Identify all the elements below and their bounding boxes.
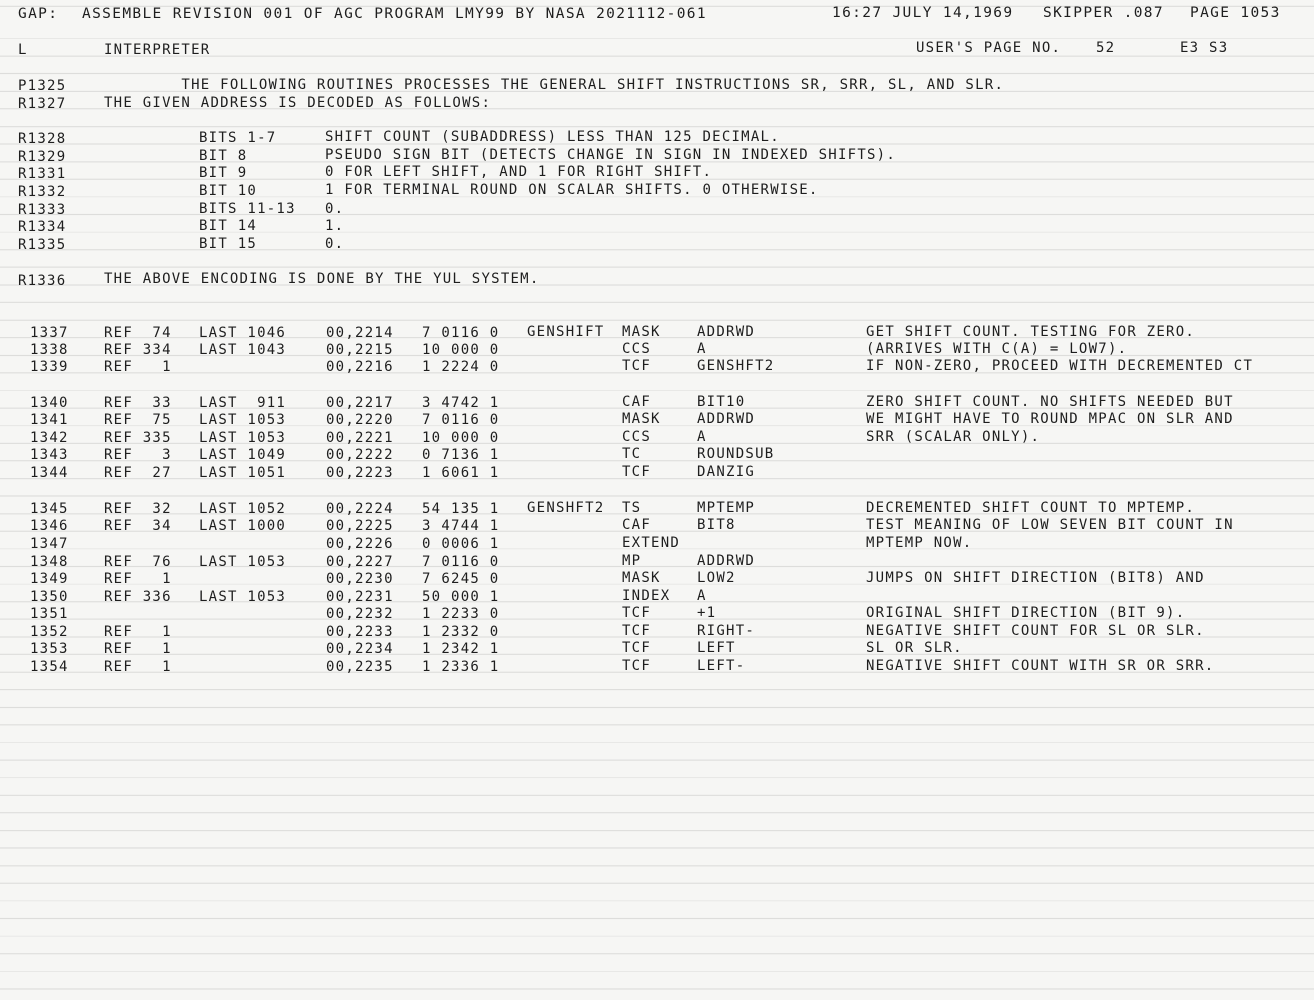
comment: WE MIGHT HAVE TO ROUND MPAC ON SLR AND: [866, 411, 1234, 427]
address: 00,2231: [326, 589, 394, 605]
seq-number: 1341: [30, 412, 69, 428]
ref-count: REF 1: [104, 571, 172, 587]
ref-count: REF 3: [104, 447, 172, 463]
seq-number: 1339: [30, 359, 69, 375]
operand: GENSHFT2: [697, 358, 775, 374]
ref-count: REF 32: [104, 501, 172, 517]
bit-field: BIT 10: [199, 183, 258, 199]
address: 00,2224: [326, 501, 394, 517]
operand: ROUNDSUB: [697, 446, 775, 462]
seq-number: 1347: [30, 536, 69, 552]
print-time: 16:27 JULY 14,1969: [832, 5, 1014, 21]
seq-number: 1337: [30, 325, 69, 341]
seq-number: 1346: [30, 518, 69, 534]
opcode: CAF: [622, 517, 652, 533]
note-text: THE ABOVE ENCODING IS DONE BY THE YUL SYSTEM.: [104, 271, 540, 287]
address: 00,2223: [326, 465, 394, 481]
operand: +1: [697, 605, 717, 621]
last-page: LAST 1053: [199, 430, 287, 446]
opcode: MASK: [622, 570, 661, 586]
seq-number: 1350: [30, 589, 69, 605]
users-page-label: USER'S PAGE NO.: [916, 40, 1062, 56]
bit-field: BITS 1-7: [199, 130, 277, 146]
bit-description: 1 FOR TERMINAL ROUND ON SCALAR SHIFTS. 0 OTHERWISE.: [325, 182, 819, 198]
users-page-number: 52: [1096, 40, 1116, 56]
bit-description: 1.: [325, 218, 345, 234]
note-seq: R1336: [18, 273, 67, 289]
octal-word: 1 2332 0: [422, 624, 500, 640]
operand: A: [697, 429, 707, 445]
last-page: LAST 1053: [199, 589, 287, 605]
address: 00,2234: [326, 641, 394, 657]
seq-number: 1352: [30, 624, 69, 640]
address: 00,2216: [326, 359, 394, 375]
octal-word: 1 2233 0: [422, 606, 500, 622]
address: 00,2235: [326, 659, 394, 675]
ref-count: REF 1: [104, 641, 172, 657]
octal-word: 1 6061 1: [422, 465, 500, 481]
operand: ADDRWD: [697, 553, 756, 569]
ref-count: REF 1: [104, 659, 172, 675]
address: 00,2214: [326, 325, 394, 341]
address: 00,2233: [326, 624, 394, 640]
octal-word: 0 7136 1: [422, 447, 500, 463]
bit-description: 0 FOR LEFT SHIFT, AND 1 FOR RIGHT SHIFT.: [325, 164, 713, 180]
ref-count: REF 76: [104, 554, 172, 570]
ref-count: REF 27: [104, 465, 172, 481]
seq-number: 1340: [30, 395, 69, 411]
seq-number: 1348: [30, 554, 69, 570]
comment: GET SHIFT COUNT. TESTING FOR ZERO.: [866, 324, 1196, 340]
bit-field: BIT 8: [199, 148, 248, 164]
intro-seq: P1325: [18, 78, 67, 94]
operand: MPTEMP: [697, 500, 756, 516]
seq-number: 1353: [30, 641, 69, 657]
comment: SL OR SLR.: [866, 640, 963, 656]
address: 00,2222: [326, 447, 394, 463]
last-page: LAST 1043: [199, 342, 287, 358]
seq-number: 1338: [30, 342, 69, 358]
gap-label: GAP:: [18, 6, 59, 22]
opcode: EXTEND: [622, 535, 681, 551]
assemble-title: ASSEMBLE REVISION 001 OF AGC PROGRAM LMY99 BY NASA 2021112-061: [82, 6, 707, 22]
comment: NEGATIVE SHIFT COUNT FOR SL OR SLR.: [866, 623, 1205, 639]
ref-count: REF 75: [104, 412, 172, 428]
seq-number: 1351: [30, 606, 69, 622]
opcode: CCS: [622, 341, 652, 357]
bit-field: BITS 11-13: [199, 201, 296, 217]
opcode: TCF: [622, 358, 652, 374]
comment: NEGATIVE SHIFT COUNT WITH SR OR SRR.: [866, 658, 1215, 674]
operand: DANZIG: [697, 464, 756, 480]
address: 00,2227: [326, 554, 394, 570]
seq-number: 1349: [30, 571, 69, 587]
octal-word: 50 000 1: [422, 589, 500, 605]
last-page: LAST 1049: [199, 447, 287, 463]
ref-count: REF 33: [104, 395, 172, 411]
intro-text: THE FOLLOWING ROUTINES PROCESSES THE GENERAL SHIFT INSTRUCTIONS SR, SRR, SL, AND SLR.: [104, 77, 1005, 93]
comment: ZERO SHIFT COUNT. NO SHIFTS NEEDED BUT: [866, 394, 1234, 410]
operand: BIT8: [697, 517, 736, 533]
last-page: LAST 1053: [199, 554, 287, 570]
seq-number: 1344: [30, 465, 69, 481]
section-code: E3 S3: [1180, 40, 1229, 56]
operand: A: [697, 341, 707, 357]
octal-word: 10 000 0: [422, 430, 500, 446]
comment: ORIGINAL SHIFT DIRECTION (BIT 9).: [866, 605, 1186, 621]
operand: ADDRWD: [697, 411, 756, 427]
operand: LOW2: [697, 570, 736, 586]
comment: TEST MEANING OF LOW SEVEN BIT COUNT IN: [866, 517, 1234, 533]
bit-description: 0.: [325, 201, 345, 217]
octal-word: 7 0116 0: [422, 325, 500, 341]
bit-seq: R1328: [18, 131, 67, 147]
section-title: INTERPRETER: [104, 42, 211, 58]
operand: RIGHT-: [697, 623, 756, 639]
bit-description: SHIFT COUNT (SUBADDRESS) LESS THAN 125 DECIMAL.: [325, 129, 780, 145]
octal-word: 10 000 0: [422, 342, 500, 358]
bit-field: BIT 15: [199, 236, 258, 252]
operand: BIT10: [697, 394, 746, 410]
octal-word: 1 2224 0: [422, 359, 500, 375]
octal-word: 54 135 1: [422, 501, 500, 517]
opcode: MASK: [622, 324, 661, 340]
label: GENSHFT2: [527, 500, 605, 516]
bit-field: BIT 14: [199, 218, 258, 234]
page-number: PAGE 1053: [1190, 5, 1281, 21]
ref-count: REF 334: [104, 342, 172, 358]
octal-word: 1 2336 1: [422, 659, 500, 675]
seq-number: 1342: [30, 430, 69, 446]
opcode: TC: [622, 446, 642, 462]
address: 00,2226: [326, 536, 394, 552]
opcode: MP: [622, 553, 642, 569]
comment: DECREMENTED SHIFT COUNT TO MPTEMP.: [866, 500, 1196, 516]
octal-word: 1 2342 1: [422, 641, 500, 657]
opcode: TCF: [622, 605, 652, 621]
opcode: TCF: [622, 464, 652, 480]
operand: A: [697, 588, 707, 604]
address: 00,2225: [326, 518, 394, 534]
last-page: LAST 1046: [199, 325, 287, 341]
skipper-version: SKIPPER .087: [1043, 5, 1164, 21]
seq-number: 1345: [30, 501, 69, 517]
bit-seq: R1333: [18, 202, 67, 218]
last-page: LAST 1051: [199, 465, 287, 481]
last-page: LAST 1000: [199, 518, 287, 534]
bit-field: BIT 9: [199, 165, 248, 181]
bit-seq: R1329: [18, 149, 67, 165]
opcode: MASK: [622, 411, 661, 427]
label: GENSHIFT: [527, 324, 605, 340]
address: 00,2217: [326, 395, 394, 411]
opcode: CAF: [622, 394, 652, 410]
ref-count: REF 1: [104, 359, 172, 375]
operand: ADDRWD: [697, 324, 756, 340]
address: 00,2215: [326, 342, 394, 358]
address: 00,2230: [326, 571, 394, 587]
bit-description: PSEUDO SIGN BIT (DETECTS CHANGE IN SIGN IN INDEXED SHIFTS).: [325, 147, 897, 163]
operand: LEFT: [697, 640, 736, 656]
octal-word: 7 0116 0: [422, 554, 500, 570]
address: 00,2220: [326, 412, 394, 428]
octal-word: 3 4744 1: [422, 518, 500, 534]
octal-word: 7 6245 0: [422, 571, 500, 587]
seq-number: 1354: [30, 659, 69, 675]
last-page: LAST 911: [199, 395, 287, 411]
intro-text: THE GIVEN ADDRESS IS DECODED AS FOLLOWS:: [104, 95, 492, 111]
last-page: LAST 1052: [199, 501, 287, 517]
intro-seq: R1327: [18, 96, 67, 112]
opcode: TCF: [622, 640, 652, 656]
opcode: CCS: [622, 429, 652, 445]
bit-seq: R1331: [18, 166, 67, 182]
bit-seq: R1335: [18, 237, 67, 253]
bit-seq: R1334: [18, 219, 67, 235]
comment: (ARRIVES WITH C(A) = LOW7).: [866, 341, 1128, 357]
address: 00,2232: [326, 606, 394, 622]
octal-word: 3 4742 1: [422, 395, 500, 411]
opcode: INDEX: [622, 588, 671, 604]
bit-description: 0.: [325, 236, 345, 252]
ref-count: REF 335: [104, 430, 172, 446]
comment: SRR (SCALAR ONLY).: [866, 429, 1041, 445]
operand: LEFT-: [697, 658, 746, 674]
octal-word: 7 0116 0: [422, 412, 500, 428]
seq-number: 1343: [30, 447, 69, 463]
opcode: TS: [622, 500, 642, 516]
bit-seq: R1332: [18, 184, 67, 200]
comment: IF NON-ZERO, PROCEED WITH DECREMENTED CT: [866, 358, 1254, 374]
comment: MPTEMP NOW.: [866, 535, 973, 551]
ref-count: REF 34: [104, 518, 172, 534]
ref-count: REF 1: [104, 624, 172, 640]
last-page: LAST 1053: [199, 412, 287, 428]
opcode: TCF: [622, 658, 652, 674]
comment: JUMPS ON SHIFT DIRECTION (BIT8) AND: [866, 570, 1205, 586]
ref-count: REF 336: [104, 589, 172, 605]
opcode: TCF: [622, 623, 652, 639]
address: 00,2221: [326, 430, 394, 446]
level-marker: L: [18, 42, 28, 58]
octal-word: 0 0006 1: [422, 536, 500, 552]
ref-count: REF 74: [104, 325, 172, 341]
